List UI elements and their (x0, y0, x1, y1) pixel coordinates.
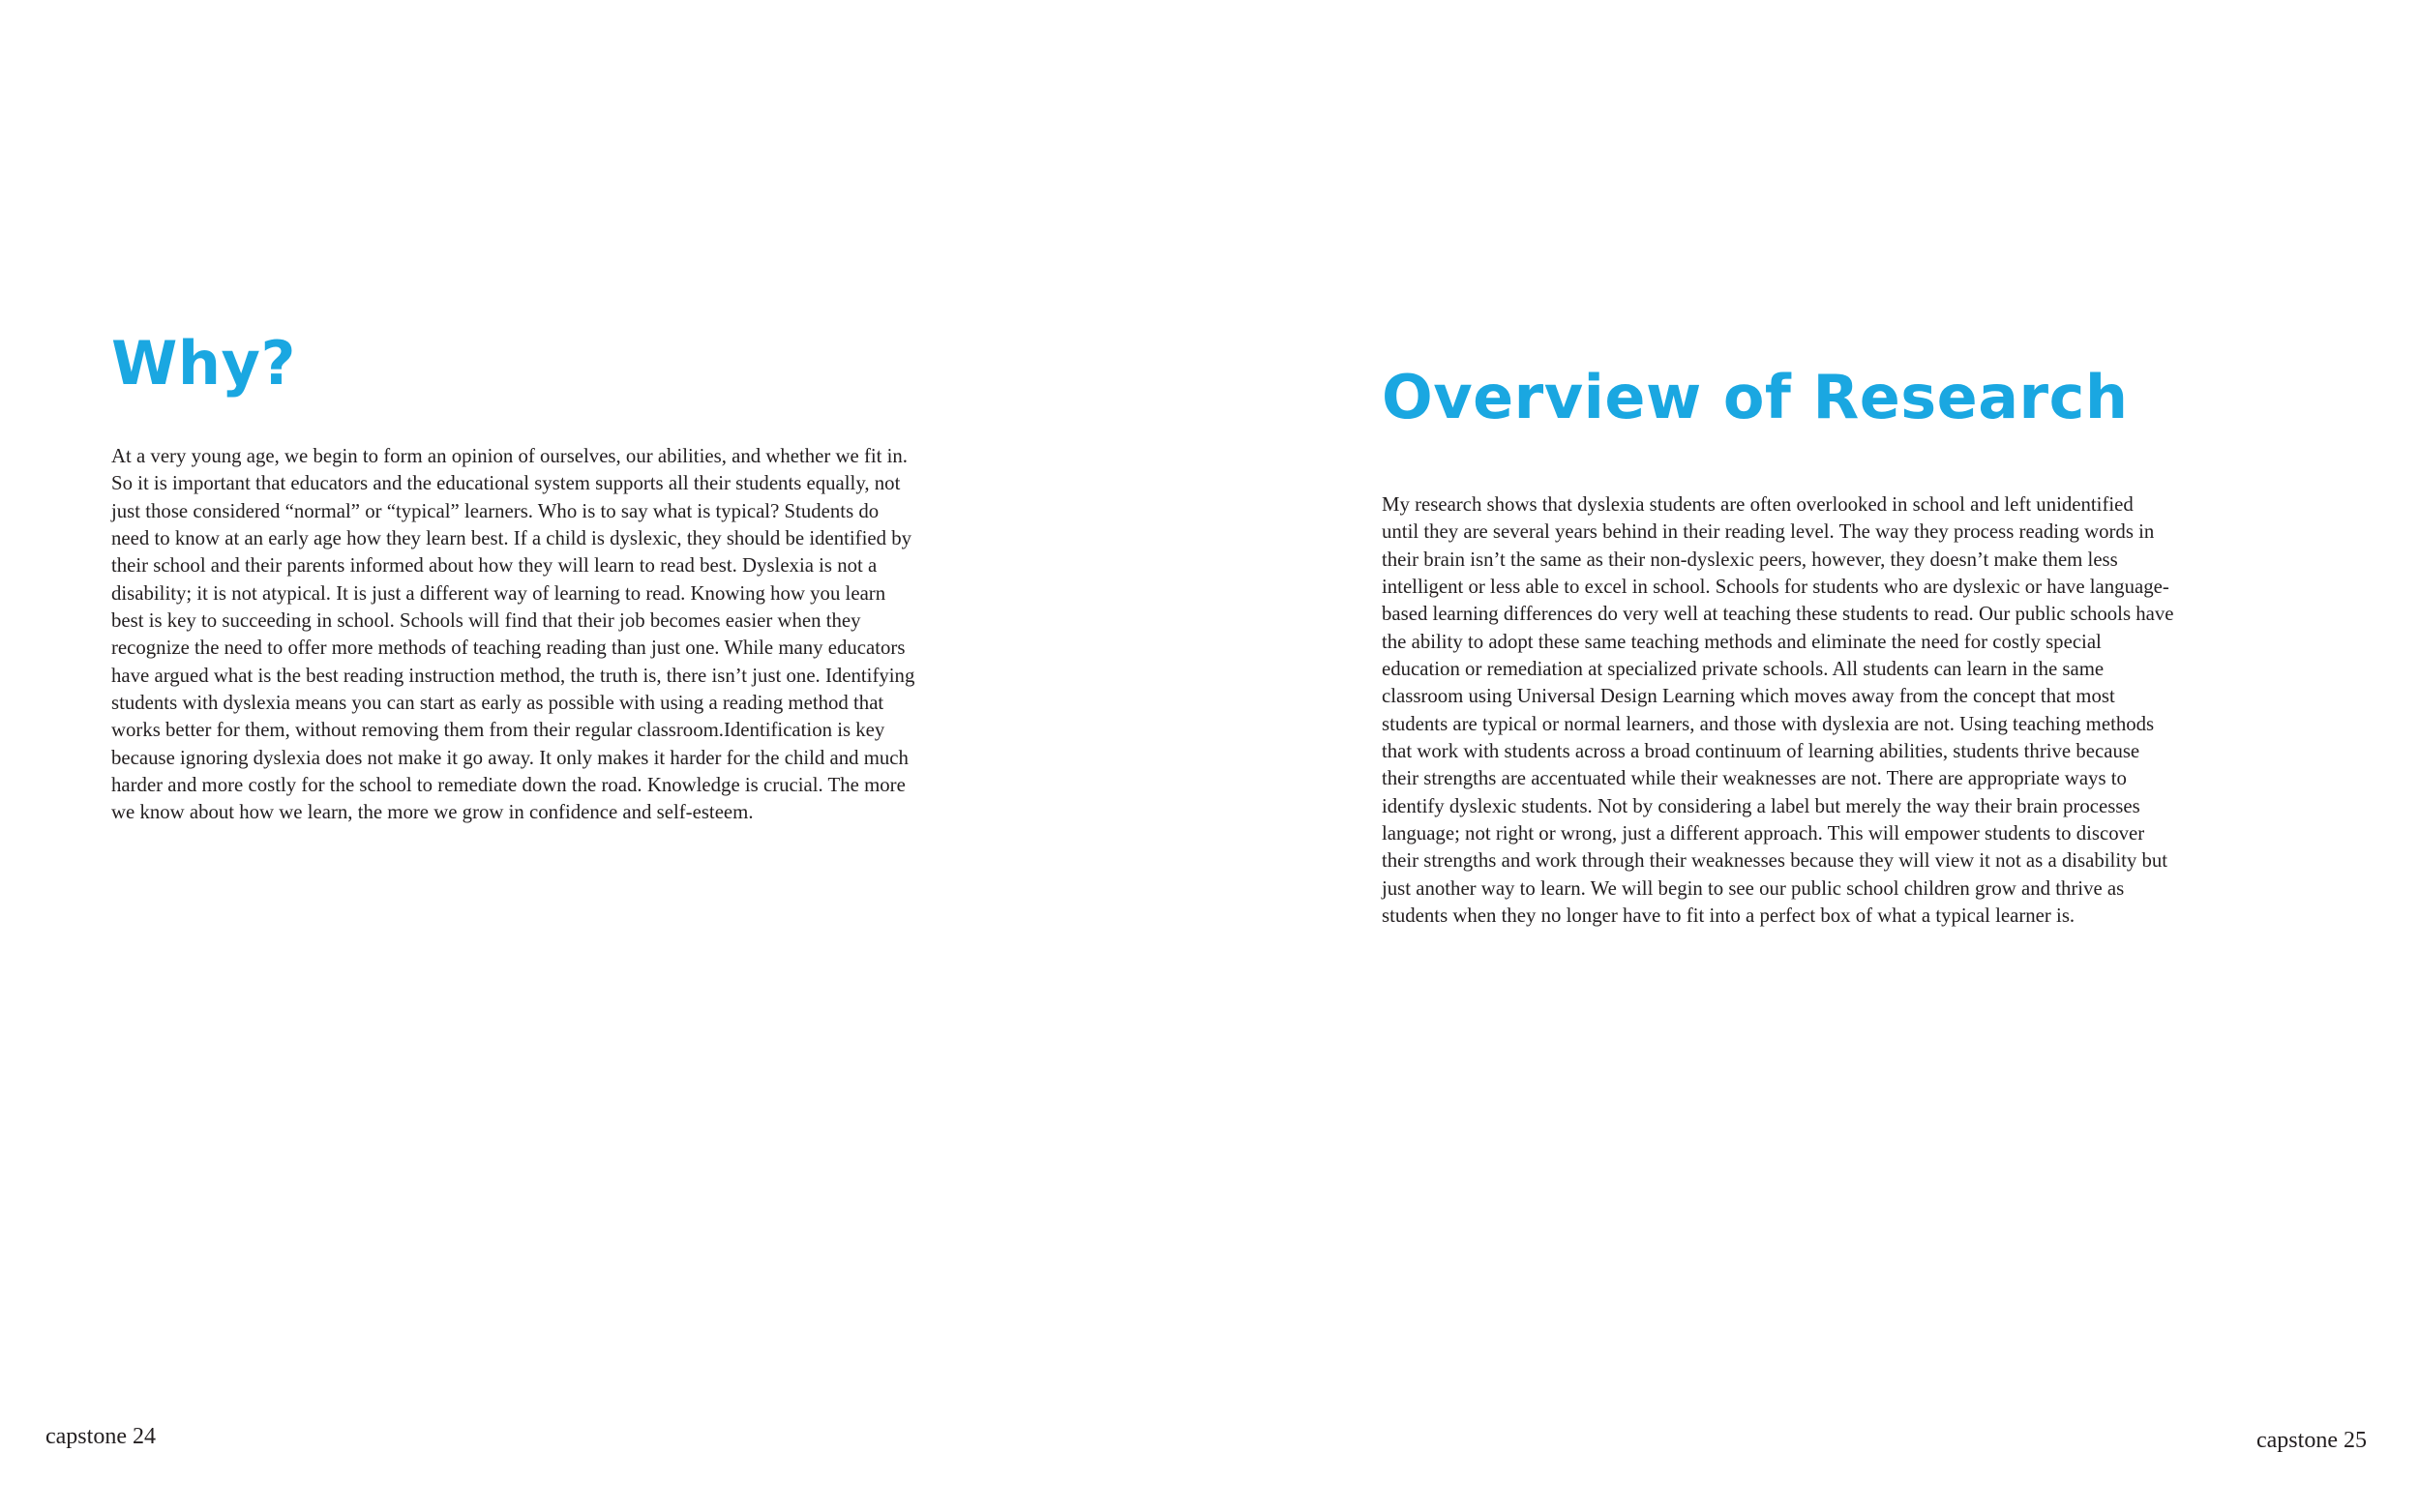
why-heading: Why? (111, 328, 296, 399)
why-body-paragraph: At a very young age, we begin to form an opinion of ourselves, our abilities, and whether we fit in. So it is important that educators and the educational system supports all their students equally, not just those considered “normal” or “typical” learners. Who is to say what is typical? Students do need to know at an early age how they learn best. If a child is dyslexic, they should be identified by their school and their parents informed about how they will learn to read best. Dyslexia is not a disability; it is not atypical. It is just a different way of learning to read. Knowing how you learn best is key to succeeding in school. Schools will find that their job becomes easier when they recognize the need to offer more methods of teaching reading than just one. While many educators have argued what is the best reading instruction method, the truth is, there isn’t just one. Identifying students with dyslexia means you can start as early as possible with using a reading method that works better for them, without removing them from their regular classroom.Identification is key because ignoring dyslexia does not make it go away. It only makes it harder for the child and much harder and more costly for the school to remediate down the road. Knowledge is crucial. The more we know about how we learn, the more we grow in confidence and self-esteem. (111, 445, 915, 824)
overview-heading: Overview of Research (1382, 362, 2129, 432)
right-page-number: capstone 25 (2256, 1428, 2367, 1453)
left-page-number: capstone 24 (45, 1424, 156, 1449)
overview-body-paragraph: My research shows that dyslexia students are often overlooked in school and left unidentified until they are several years behind in their reading level. The way they process reading words in their brain isn’t the same as their non-dyslexic peers, however, they doesn’t make them less intelligent or less able to excel in school. Schools for students who are dyslexic or have language-based learning differences do very well at teaching these students to read. Our public schools have the ability to adopt these same teaching methods and eliminate the need for costly special education or remediation at specialized private schools. All students can learn in the same classroom using Universal Design Learning which moves away from the concept that most students are typical or normal learners, and those with dyslexia are not. Using teaching methods that work with students across a broad continuum of learning abilities, students thrive because their strengths are accentuated while their weaknesses are not. There are appropriate ways to identify dyslexic students. Not by considering a label but merely the way their brain processes language; not right or wrong, just a different approach. This will empower students to discover their strengths and work through their weaknesses because they will view it not as a disability but just another way to learn. We will begin to see our public school children grow and thrive as students when they no longer have to fit into a perfect box of what a typical learner is. (1382, 493, 2174, 928)
right-page (1210, 0, 2419, 1512)
